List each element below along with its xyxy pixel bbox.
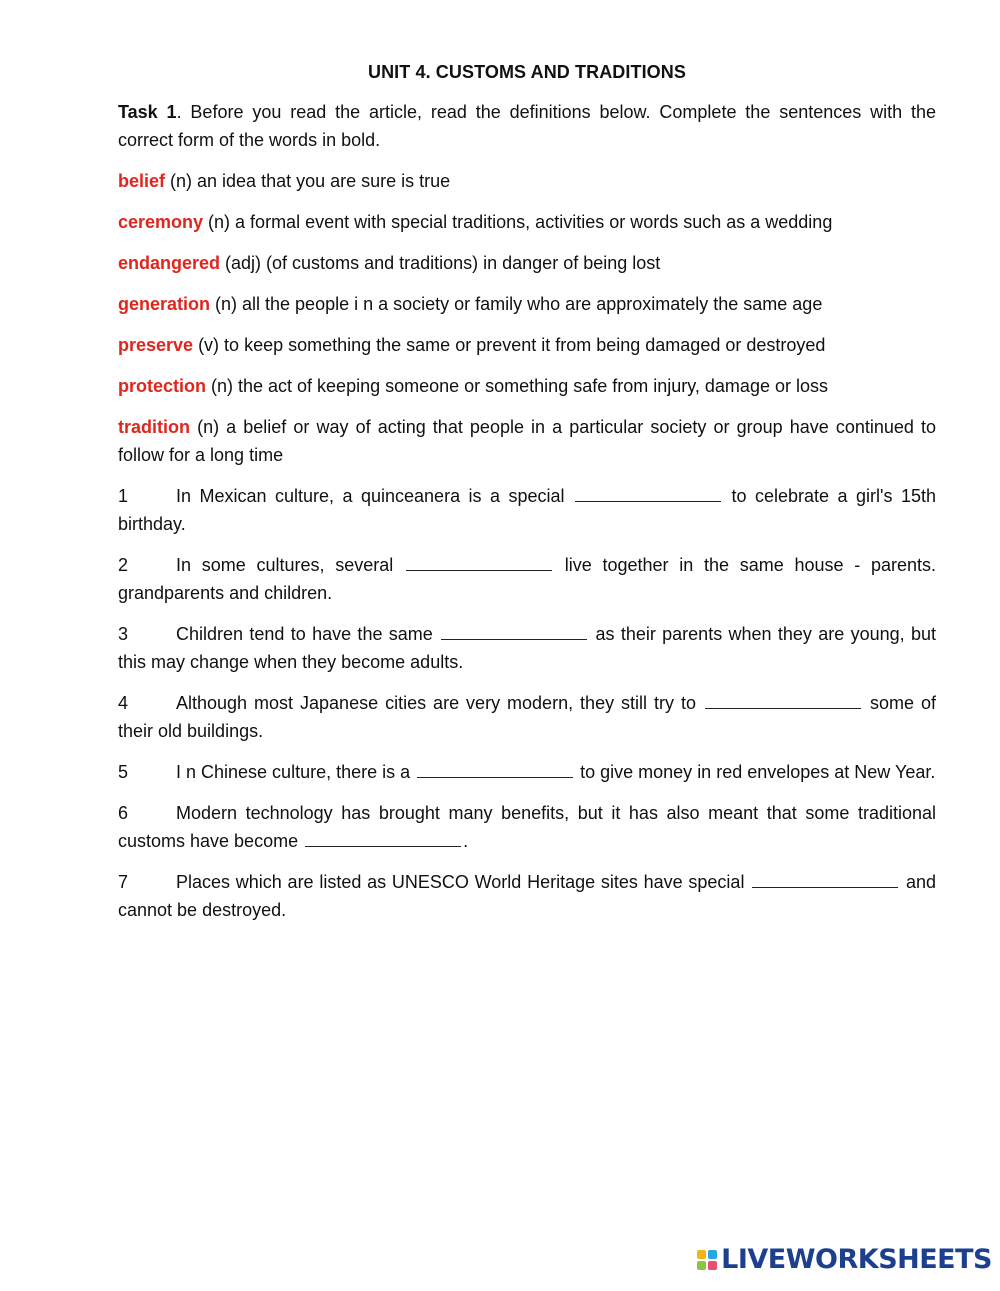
question-text-after: some of their old buildings. <box>118 693 937 741</box>
definition-ceremony <box>118 208 936 236</box>
definition-text: (v) to keep something the same or prevent it from being damaged or destroyed <box>193 335 826 355</box>
definition-term: endangered <box>118 253 221 273</box>
question-text-before: In Mexican culture, a quinceanera is a special <box>176 486 574 506</box>
logo-square-pink <box>708 1261 717 1270</box>
answer-blank-5[interactable] <box>417 758 573 778</box>
definition-text: (n) an idea that you are sure is true <box>165 171 451 191</box>
definition-text: (adj) (of customs and traditions) in danger of being lost <box>220 253 661 273</box>
definition-term: generation <box>118 294 211 314</box>
question-text-before: In some cultures, several <box>176 555 404 575</box>
question-4 <box>118 689 936 745</box>
question-3 <box>118 620 936 676</box>
question-number: 3 <box>118 624 129 644</box>
question-number: 5 <box>118 762 129 782</box>
question-text-after: . <box>463 831 469 851</box>
question-2 <box>118 551 936 607</box>
question-text-after: to celebrate a girl's 15th birthday. <box>118 486 936 534</box>
question-text-before: Although most Japanese cities are very modern, they still try to <box>176 693 704 713</box>
definition-term: protection <box>118 376 206 396</box>
question-6 <box>118 799 936 855</box>
answer-blank-1[interactable] <box>575 482 721 502</box>
question-text-after: live together in the same house - parents. grandparents and children. <box>118 555 936 603</box>
question-number: 6 <box>118 803 129 823</box>
definition-term: tradition <box>118 417 190 437</box>
answer-blank-6[interactable] <box>305 827 461 847</box>
liveworksheets-logo-icon <box>697 1250 717 1270</box>
question-7 <box>118 868 936 924</box>
definition-generation <box>118 290 936 318</box>
question-5 <box>118 758 936 786</box>
liveworksheets-logo <box>697 1244 992 1275</box>
definition-preserve <box>118 331 936 359</box>
question-text-after: to give money in red envelopes at New Year. <box>575 762 936 782</box>
task-label: Task 1 <box>118 102 177 122</box>
definition-tradition <box>118 413 936 469</box>
question-number: 1 <box>118 486 129 506</box>
question-text-before: Children tend to have the same <box>176 624 440 644</box>
definition-endangered <box>118 249 936 277</box>
logo-square-blue <box>708 1250 717 1259</box>
question-number: 2 <box>118 555 129 575</box>
answer-blank-2[interactable] <box>406 551 552 571</box>
worksheet-page <box>118 58 936 937</box>
question-text-before: I n Chinese culture, there is a <box>176 762 416 782</box>
page-title: UNIT 4. CUSTOMS AND TRADITIONS <box>367 62 686 82</box>
question-text-before: Places which are listed as UNESCO World Heritage sites have special <box>176 872 751 892</box>
definition-text: (n) a formal event with special traditions, activities or words such as a wedding <box>203 212 833 232</box>
definition-protection <box>118 372 936 400</box>
task-instructions <box>118 98 936 154</box>
logo-square-green <box>697 1261 706 1270</box>
definition-text: (n) the act of keeping someone or something safe from injury, damage or loss <box>206 376 828 396</box>
question-text-after: as their parents when they are young, but this may change when they become adults. <box>118 624 936 672</box>
question-1 <box>118 482 936 538</box>
answer-blank-7[interactable] <box>752 868 898 888</box>
definition-text: (n) a belief or way of acting that people in a particular society or group have continued to follow for a long time <box>118 417 936 465</box>
question-text-before: Modern technology has brought many benefits, but it has also meant that some traditional customs have become <box>118 803 936 851</box>
definition-term: ceremony <box>118 212 204 232</box>
question-number: 7 <box>118 872 129 892</box>
question-number: 4 <box>118 693 129 713</box>
answer-blank-4[interactable] <box>705 689 861 709</box>
definition-term: belief <box>118 171 166 191</box>
logo-text: LIVEWORKSHEETS <box>721 1244 992 1275</box>
answer-blank-3[interactable] <box>441 620 587 640</box>
task-text: . Before you read the article, read the definitions below. Complete the sentences with the correct form of the words in bold. <box>118 102 936 150</box>
question-text-after: and cannot be destroyed. <box>118 872 936 920</box>
definition-term: preserve <box>118 335 194 355</box>
definition-belief <box>118 167 936 195</box>
definition-text: (n) all the people i n a society or family who are approximately the same age <box>210 294 823 314</box>
logo-square-yellow <box>697 1250 706 1259</box>
